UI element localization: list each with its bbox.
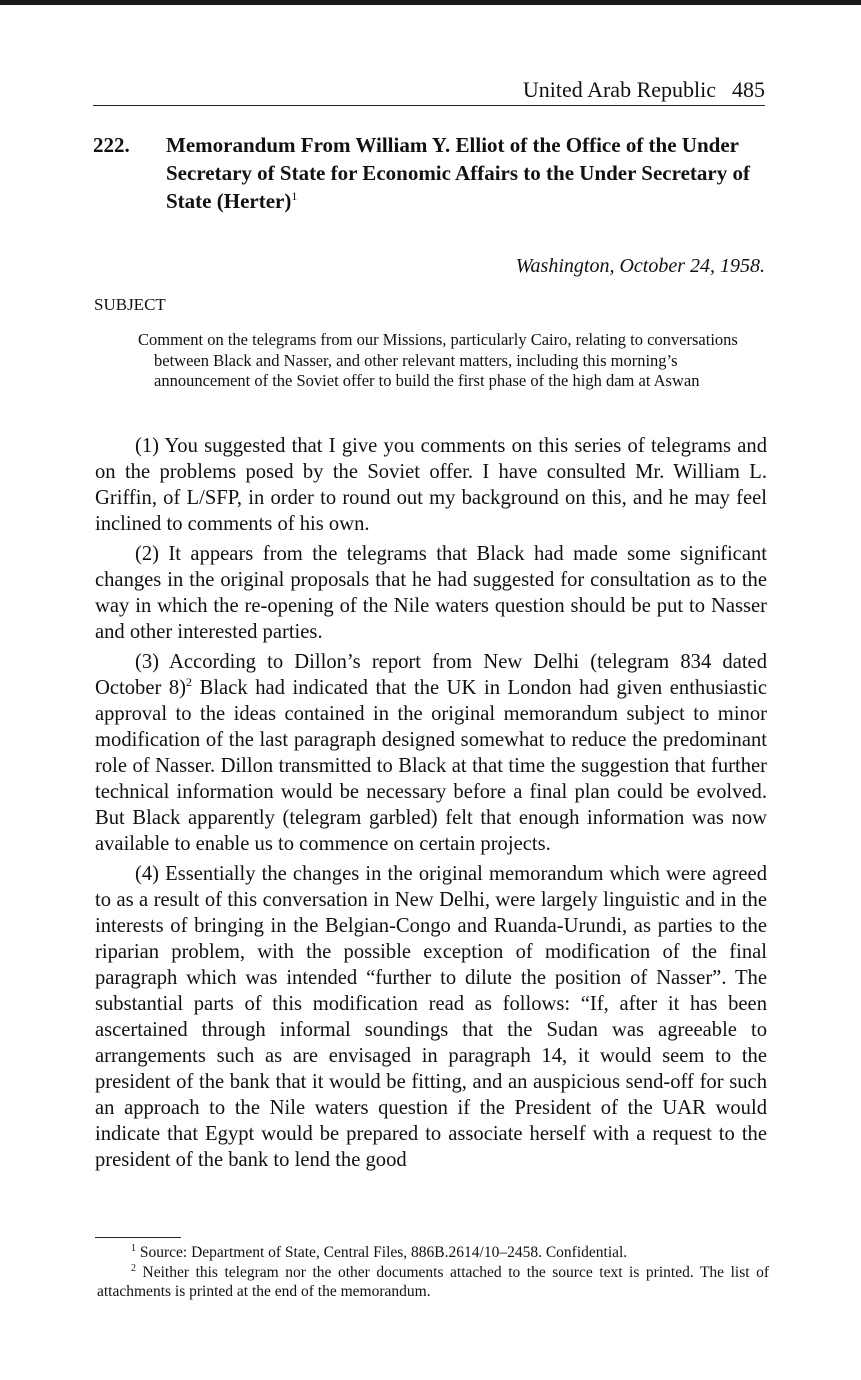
paragraph-3-part-2: Black had indicated that the UK in London had given enthusiastic approval to the ideas contained in the original memorandum subject to minor modification of the last paragraph designed somewhat to reduce the predominant role of Nasser. Dillon transmitted to Black at that time the suggestion that further technical information would be necessary before a final plan could be evolved. But Black apparently (telegram garbled) felt that enough information was now available to enable us to commence on certain projects. — [95, 677, 767, 855]
paragraph-3-part-1: (3) According to Dillon’s report from New Delhi (telegram 834 dated October 8) — [95, 651, 767, 699]
running-head — [93, 76, 765, 106]
subject-text: Comment on the telegrams from our Missions, particularly Cairo, relating to conversations between Black and Nasser, and other relevant matters, including this morning’s announcement of the Soviet offer to build the first phase of the high dam at Aswan — [138, 330, 738, 390]
paragraph-3 — [95, 649, 767, 857]
subject-label: SUBJECT — [94, 295, 166, 314]
page-top-edge — [0, 0, 861, 5]
footnote-1-text: Source: Department of State, Central Files, 886B.2614/10–2458. Confidential. — [139, 1244, 628, 1261]
footnotes — [97, 1243, 769, 1302]
document-title — [166, 131, 766, 215]
document-number: 222. — [93, 133, 130, 157]
footnote-divider — [95, 1237, 181, 1238]
footnote-2-marker: 2 — [131, 1262, 136, 1274]
running-head-title: United Arab Republic — [522, 77, 716, 102]
paragraph-2: (2) It appears from the telegrams that Black had made some significant changes in the original proposals that he had suggested for consultation as to the way in which the re-opening of the Nile waters question should be put to Nasser and other interested parties. — [95, 543, 767, 643]
document-title-text: Memorandum From William Y. Elliot of the Office of the Under Secretary of State for Economic Affairs to the Under Secretary of State (Herter) — [166, 133, 750, 213]
footnote-1 — [97, 1243, 769, 1263]
footnote-ref-2: 2 — [186, 675, 193, 690]
footnote-ref-1: 1 — [291, 189, 298, 203]
footnote-2 — [97, 1263, 769, 1302]
footnote-2-text: Neither this telegram nor the other documents attached to the source text is printed. The list of attachments is printed at the end of the memorandum. — [97, 1263, 770, 1300]
dateline: Washington, October 24, 1958. — [515, 255, 765, 277]
page-number: 485 — [732, 77, 765, 102]
paragraph-1: (1) You suggested that I give you comments on this series of telegrams and on the problems posed by the Soviet offer. I have consulted Mr. William L. Griffin, of L/SFP, in order to round out my background on this, and he may feel inclined to comments of his own. — [95, 435, 767, 535]
footnote-1-marker: 1 — [131, 1242, 136, 1254]
paragraph-4: (4) Essentially the changes in the original memorandum which were agreed to as a result of this conversation in New Delhi, were largely linguistic and in the interests of bringing in the Belgian-Congo and Ruanda-Urundi, as parties to the riparian problem, with the possible exception of modification of the final paragraph which was intended “further to dilute the position of Nasser”. The substantial parts of this modification read as follows: “If, after it has been ascertained through informal soundings that the Sudan was agreeable to arrangements such as are envisaged in paragraph 14, it would seem to the president of the bank that it would be fitting, and an auspicious send-off for such an approach to the Nile waters question if the President of the UAR would indicate that Egypt would be prepared to associate herself with a request to the president of the bank to lend the good — [95, 863, 767, 1171]
memorandum-body — [95, 433, 767, 1177]
